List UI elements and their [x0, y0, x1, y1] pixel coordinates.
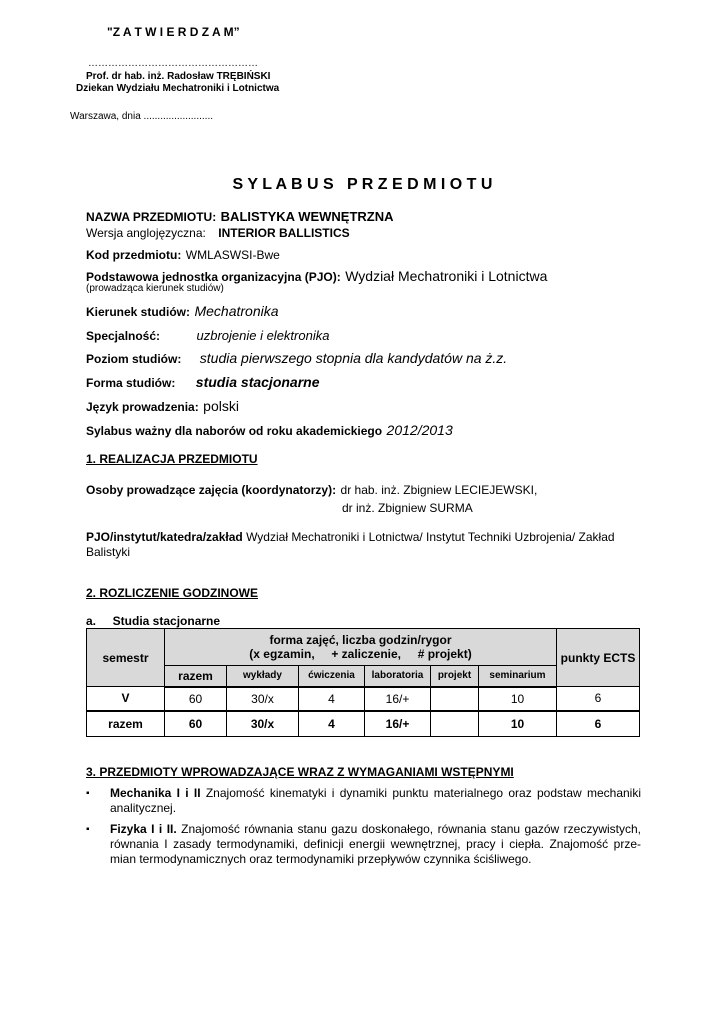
page-title: S Y L A B U S P R Z E D M I O T U: [232, 176, 493, 193]
list-item: [86, 786, 641, 816]
coordinator-2: dr inż. Zbigniew SURMA: [342, 501, 473, 515]
study-level-label: Poziom studiów:: [86, 352, 182, 366]
cell-ects: 6: [557, 687, 640, 711]
header-class-form-line1: forma zajęć, liczba godzin/rygor: [269, 633, 452, 647]
cell-total: 60: [165, 711, 227, 737]
unit-label: PJO/instytut/katedra/zakład: [86, 530, 243, 544]
cell-ects: 6: [557, 711, 640, 737]
cell-project: [431, 687, 479, 711]
cell-labs: 16/+: [365, 687, 431, 711]
prereq-title: Mechanika I i II: [110, 786, 201, 800]
header-semester: semestr: [87, 629, 165, 687]
study-form-value: studia stacjonarne: [195, 374, 320, 390]
header-col-project: projekt: [431, 666, 479, 687]
english-version-value: INTERIOR BALLISTICS: [218, 226, 350, 240]
language-label: Język prowadzenia:: [86, 400, 199, 414]
specialty-label: Specjalność:: [86, 329, 161, 343]
cell-seminar: 10: [479, 687, 557, 711]
prereq-title: Fizyka I i II.: [110, 822, 177, 836]
section2-subheading: a. Studia stacjonarne: [86, 614, 221, 628]
header-col-exercises: ćwiczenia: [299, 666, 365, 687]
field-of-study-label: Kierunek studiów:: [86, 305, 191, 319]
table-row: [87, 711, 640, 737]
approval-heading: "Z A T W I E R D Z A M”: [107, 25, 240, 39]
section1-heading: 1. REALIZACJA PRZEDMIOTU: [86, 452, 258, 466]
place-date: Warszawa, dnia .........................: [70, 111, 214, 122]
pjo-note: (prowadząca kierunek studiów): [86, 283, 224, 294]
dean-role: Dziekan Wydziału Mechatroniki i Lotnictwa: [76, 83, 280, 94]
prereq-text: Znajomość kinematyki i dynamiki punktu materialnego oraz podstaw mechaniki analitycznej.: [110, 786, 641, 815]
bullet-icon: ▪: [86, 788, 90, 799]
cell-exercises: 4: [299, 687, 365, 711]
prereq-text: Znajomość równania stanu gazu doskonałego, równania stanu gazów rzeczywistych, równania I zasady termodynamiki, definicji energii wewnętrznej, pracy i ciepła. Znajomość prze-mian termodynamicznych oraz termodynamiki przepływów czynnika ściśliwego.: [110, 822, 642, 866]
english-version-label: Wersja anglojęzyczna:: [86, 226, 206, 240]
signature-dots: ……………………………………………: [88, 58, 258, 69]
study-form-row: [86, 374, 320, 392]
bullet-icon: ▪: [86, 824, 90, 835]
subject-name-label: NAZWA PRZEDMIOTU:: [86, 210, 217, 224]
study-level-row: [86, 350, 507, 368]
language-value: polski: [203, 398, 239, 414]
field-of-study-value: Mechatronika: [194, 303, 279, 319]
subject-code-row: [86, 246, 280, 264]
dean-name: Prof. dr hab. inż. Radosław TRĘBIŃSKI: [86, 71, 271, 82]
cell-semester: V: [87, 687, 165, 711]
prerequisites-list: [86, 786, 641, 873]
coordinators-label: Osoby prowadzące zajęcia (koordynatorzy):: [86, 483, 337, 497]
pjo-value: Wydział Mechatroniki i Lotnictwa: [345, 268, 548, 284]
pjo-label: Podstawowa jednostka organizacyjna (PJO):: [86, 270, 341, 284]
subject-code-label: Kod przedmiotu:: [86, 248, 182, 262]
header-col-labs: laboratoria: [365, 666, 431, 687]
hours-table: [86, 628, 640, 737]
english-version-row: [86, 224, 350, 242]
cell-lectures: 30/x: [227, 711, 299, 737]
header-col-lectures: wykłady: [227, 666, 299, 687]
cell-exercises: 4: [299, 711, 365, 737]
table-row: [87, 687, 640, 711]
header-class-form-line2: (x egzamin, + zaliczenie, # projekt): [249, 647, 472, 661]
valid-from-label: Sylabus ważny dla naborów od roku akademickiego: [86, 424, 383, 438]
cell-labs: 16/+: [365, 711, 431, 737]
header-col-total: razem: [165, 666, 227, 687]
field-of-study-row: [86, 303, 279, 321]
cell-total: 60: [165, 687, 227, 711]
language-row: [86, 398, 239, 416]
section2-heading: 2. ROZLICZENIE GODZINOWE: [86, 586, 259, 600]
study-form-label: Forma studiów:: [86, 376, 176, 390]
header-ects: punkty ECTS: [557, 629, 640, 687]
cell-lectures: 30/x: [227, 687, 299, 711]
study-level-value: studia pierwszego stopnia dla kandydatów na ż.z.: [199, 350, 508, 366]
unit-row: [86, 530, 641, 560]
valid-from-value: 2012/2013: [386, 422, 453, 438]
coordinators-row: [86, 481, 537, 499]
subject-name-value: BALISTYKA WEWNĘTRZNA: [220, 209, 394, 224]
specialty-value: uzbrojenie i elektronika: [196, 328, 330, 343]
header-col-seminar: seminarium: [479, 666, 557, 687]
cell-project: [431, 711, 479, 737]
coordinator-1: dr hab. inż. Zbigniew LECIEJEWSKI,: [340, 483, 538, 497]
header-class-form: [165, 629, 557, 666]
subject-code-value: WMLASWSI-Bwe: [185, 248, 280, 262]
unit-value: Wydział Mechatroniki i Lotnictwa/ Instytut Techniki Uzbrojenia/ Zakład Balistyki: [86, 530, 615, 559]
section3-heading: 3. PRZEDMIOTY WPROWADZAJĄCE WRAZ Z WYMAGANIAMI WSTĘPNYMI: [86, 765, 514, 779]
cell-semester: razem: [87, 711, 165, 737]
cell-seminar: 10: [479, 711, 557, 737]
valid-from-row: [86, 422, 453, 440]
specialty-row: [86, 327, 329, 345]
list-item: [86, 822, 641, 867]
